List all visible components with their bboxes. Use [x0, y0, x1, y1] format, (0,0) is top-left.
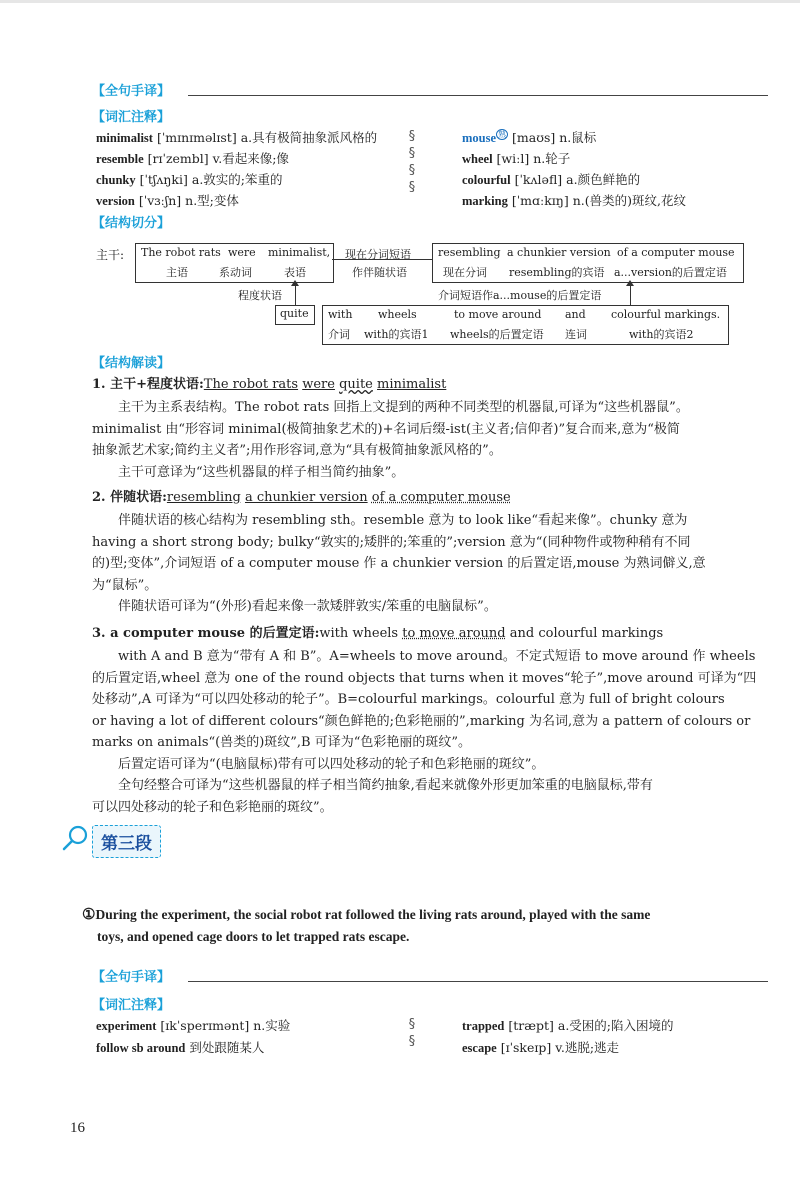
vocab-entry: minimalist [ˈmɪnɪməlɪst] a.具有极简抽象派风格的 — [96, 130, 378, 145]
quite-text: quite — [280, 307, 309, 320]
vocab-entry: mouse $^熟$ [maʊs] n.鼠标 — [462, 129, 597, 145]
arrow-up-icon — [291, 280, 299, 286]
vocab-header-1: 【词汇注释】 — [92, 110, 171, 125]
arrow-line — [295, 283, 296, 305]
predicative-text: minimalist, — [268, 246, 331, 259]
wheels-text: wheels — [378, 308, 417, 321]
vocab-entry: escape [ɪˈskeɪp] v.逃脱;逃走 — [462, 1040, 620, 1055]
vocab-entry: version [ˈvɜːʃn] n.型;变体 — [96, 193, 239, 208]
explain-title-2: 2. 伴随状语:resembling a chunkier version of a computer mouse — [92, 490, 511, 505]
vocab-entry: experiment [ɪkˈsperɪmənt] n.实验 — [96, 1018, 291, 1033]
resembling-text: resembling — [438, 246, 501, 259]
full-translation-header-1: 【全句手译】 — [92, 84, 171, 99]
vocab-entry: colourful [ˈkʌləfl] a.颜色鲜艳的 — [462, 172, 641, 187]
prep-label: 介词 — [328, 328, 350, 341]
subject-text: The robot rats — [141, 246, 221, 259]
markings-text: colourful markings. — [611, 308, 721, 321]
participle-phrase-label: 现在分词短语 — [345, 248, 411, 261]
move-around-text: to move around — [454, 308, 542, 321]
vocab-entry: wheel [wiːl] n.轮子 — [462, 151, 571, 166]
wheels-postmod-label: wheels的后置定语 — [450, 328, 544, 341]
verb-label: 系动词 — [219, 266, 252, 279]
conj-label: 连词 — [565, 328, 587, 341]
explain-paragraph-3: with A and B 意为“带有 A 和 B”。A=wheels to move around。不定式短语 to move around 作 wheels 的后置定语,wheel 意为 one of the round objects that turns when it moves“轮子”,move around 可译为“四 处移动”,A 可译为“可以四处移动的轮子”。B=colourful markings。colourful 意为 full of bright colours or having a lot of different colours“颜色鲜艳的;色彩艳丽的”,marking 为名词,意为 a pattern of colours or marks on animals“(兽类的)斑纹”,B 可译为“色彩艳丽的斑纹”。 后置定语可译为“(电脑鼠标)带有可以四处移动的轮子和色彩艳丽的斑纹”。 全句经整合可译为“这些机器鼠的样子相当简约抽象,看起来就像外形更加笨重的电脑鼠标,带有 可以四处移动的轮子和色彩艳丽的斑纹”。 — [92, 649, 757, 815]
postmodifier-label: a...version的后置定语 — [614, 266, 727, 279]
participle-label: 现在分词 — [443, 266, 487, 279]
explain-paragraph-2: 伴随状语的核心结构为 resembling sth。resemble 意为 to look like“看起来像”。chunky 意为 having a short strong body; bulky“敦实的;矮胖的;笨重的”;version 意为“(同种物件或物种稍有不同 的)型;变体”,介词短语 of a computer mouse 作 a chunkier version 的后置定语,mouse 为熟词僻义,意 为“鼠标”。 伴随状语可译为“(外形)看起来像一款矮胖敦实/笨重的电脑鼠标”。 — [92, 513, 706, 614]
adverbial-label: 作伴随状语 — [352, 266, 407, 279]
main-clause-label: 主干: — [96, 248, 125, 262]
mouse-text: of a computer mouse — [617, 246, 735, 259]
vocab-header-2: 【词汇注释】 — [92, 998, 171, 1013]
subject-label: 主语 — [166, 266, 188, 279]
translation-blank-line-2 — [188, 981, 768, 982]
magnifier-icon — [62, 824, 90, 852]
with-text: with — [328, 308, 353, 321]
degree-adverbial-label: 程度状语 — [238, 289, 282, 302]
section-title: 第三段 — [92, 825, 161, 858]
arrow-line — [630, 283, 631, 305]
vocab-entry: follow sb around 到处跟随某人 — [96, 1040, 265, 1055]
object1-label: with的宾语1 — [364, 328, 429, 341]
full-translation-header-2: 【全句手译】 — [92, 970, 171, 985]
object2-label: with的宾语2 — [629, 328, 694, 341]
top-border — [0, 0, 800, 3]
explain-title-3: 3. a computer mouse 的后置定语:with wheels to move around and colourful markings — [92, 626, 664, 641]
explain-title-1: 1. 主干+程度状语:The robot rats were quite minimalist — [92, 377, 447, 392]
vocab-entry: chunky [ˈtʃʌŋki] a.敦实的;笨重的 — [96, 172, 283, 187]
version-text: a chunkier version — [507, 246, 611, 259]
translation-blank-line-1 — [188, 95, 768, 96]
vocab-entry: resemble [rɪˈzembl] v.看起来像;像 — [96, 151, 289, 166]
structure-split-header: 【结构切分】 — [92, 216, 171, 231]
vocab-entry: marking [ˈmɑːkɪŋ] n.(兽类的)斑纹,花纹 — [462, 193, 686, 208]
page-number: 16 — [70, 1120, 85, 1136]
connector-line — [332, 259, 432, 260]
section-sentence-cont: toys, and opened cage doors to let trapped rats escape. — [97, 929, 410, 944]
column-separator: § § — [408, 1017, 416, 1049]
explain-paragraph-1: 主干为主系表结构。The robot rats 回指上文提到的两种不同类型的机器鼠,可译为“这些机器鼠”。 minimalist 由“形容词 minimal(极简抽象艺术的)+名词后缀-ist(主义者;信仰者)”复合而来,意为“极简 抽象派艺术家;简约主义者”;用作形容词,意为“具有极简抽象派风格的”。 主干可意译为“这些机器鼠的样子相当简约抽象”。 — [92, 400, 689, 480]
object-label: resembling的宾语 — [509, 266, 605, 279]
and-text: and — [565, 308, 586, 321]
structure-explain-header: 【结构解读】 — [92, 356, 171, 371]
arrow-up-icon — [626, 280, 634, 286]
verb-text: were — [228, 246, 256, 259]
column-separator: § § § § — [408, 129, 416, 195]
predicative-label: 表语 — [284, 266, 306, 279]
section-sentence: ①During the experiment, the social robot rat followed the living rats around, played with the same — [82, 907, 651, 923]
vocab-entry: trapped [træpt] a.受困的;陷入困境的 — [462, 1018, 674, 1033]
prep-phrase-label: 介词短语作a...mouse的后置定语 — [438, 289, 602, 302]
